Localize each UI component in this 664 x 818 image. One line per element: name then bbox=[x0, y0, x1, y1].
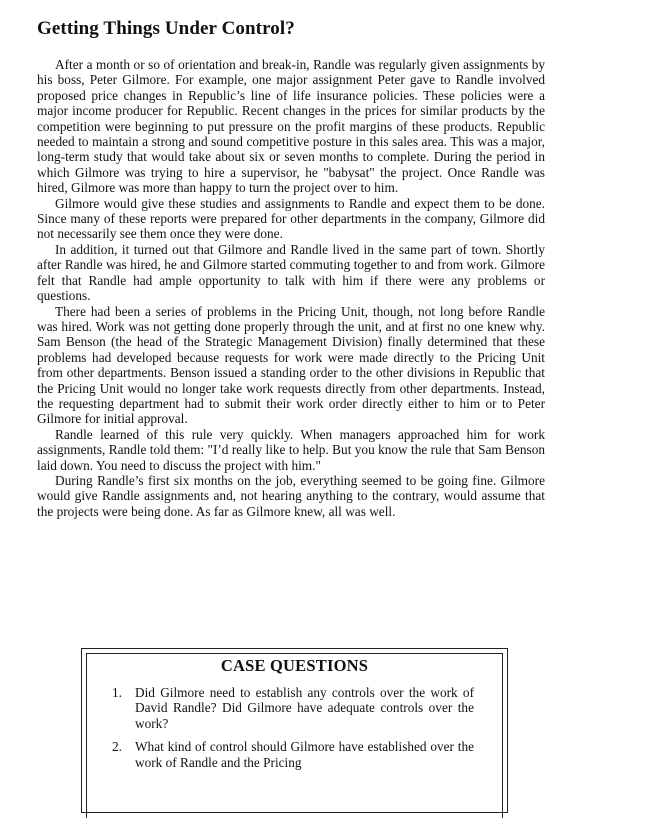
question-text: Did Gilmore need to establish any controls over the work of David Randle? Did Gilmore have adequate controls over the work? bbox=[135, 685, 474, 731]
paragraph: Randle learned of this rule very quickly. When managers approached him for work assignments, Randle told them: "I’d really like to help. But you know the rule that Sam Benson laid down. You need to discuss the project with him." bbox=[37, 426, 545, 473]
case-question bbox=[102, 739, 474, 770]
paragraph: There had been a series of problems in the Pricing Unit, though, not long before Randle was hired. Work was not getting done properly through the unit, and at first no one knew why. Sam Benson (the head of the Strategic Management Division) finally determined that these problems had developed because requests for work were made directly to the Pricing Unit from other departments. Benson issued a standing order to the other divisions in Republic that the Pricing Unit would no longer take work requests directly from other departments. Instead, the requesting department had to submit their work order directly either to him or to Peter Gilmore for initial approval. bbox=[37, 303, 545, 427]
case-questions-heading: CASE QUESTIONS bbox=[220, 656, 369, 675]
section-title: Getting Things Under Control? bbox=[37, 18, 295, 39]
case-questions-box bbox=[81, 648, 508, 813]
question-text: What kind of control should Gilmore have established over the work of Randle and the Pricing bbox=[135, 739, 474, 770]
paragraph: Gilmore would give these studies and assignments to Randle and expect them to be done. Since many of these reports were prepared for other departments in the company, Gilmore did not necessarily see them once they were done. bbox=[37, 195, 545, 242]
case-questions-list bbox=[102, 685, 474, 778]
paragraph: During Randle’s first six months on the job, everything seemed to be going fine. Gilmore would give Randle assignments and, not hearing anything to the contrary, would assume that the projects were being done. As far as Gilmore knew, all was well. bbox=[37, 472, 545, 519]
paragraph: In addition, it turned out that Gilmore and Randle lived in the same part of town. Shortly after Randle was hired, he and Gilmore started commuting together to and from work. Gilmore felt that Randle had ample opportunity to talk with him if there were any problems or questions. bbox=[37, 241, 545, 304]
case-question bbox=[102, 685, 474, 731]
case-body bbox=[37, 57, 545, 519]
question-number: 2. bbox=[112, 739, 122, 755]
paragraph: After a month or so of orientation and break-in, Randle was regularly given assignments by his boss, Peter Gilmore. For example, one major assignment Peter gave to Randle involved proposed price changes in Republic’s line of life insurance policies. These policies were a major income producer for Republic. Recent changes in the prices for similar products by the competition were beginning to put pressure on the profit margins of these products. Republic needed to maintain a strong and sound competitive posture in this sales area. This was a major, long-term study that would take about six or seven months to complete. During the period in which Gilmore was trying to hire a supervisor, he "babysat" the project. Once Randle was hired, Gilmore was more than happy to turn the project over to him. bbox=[37, 57, 545, 196]
question-number: 1. bbox=[112, 685, 122, 700]
